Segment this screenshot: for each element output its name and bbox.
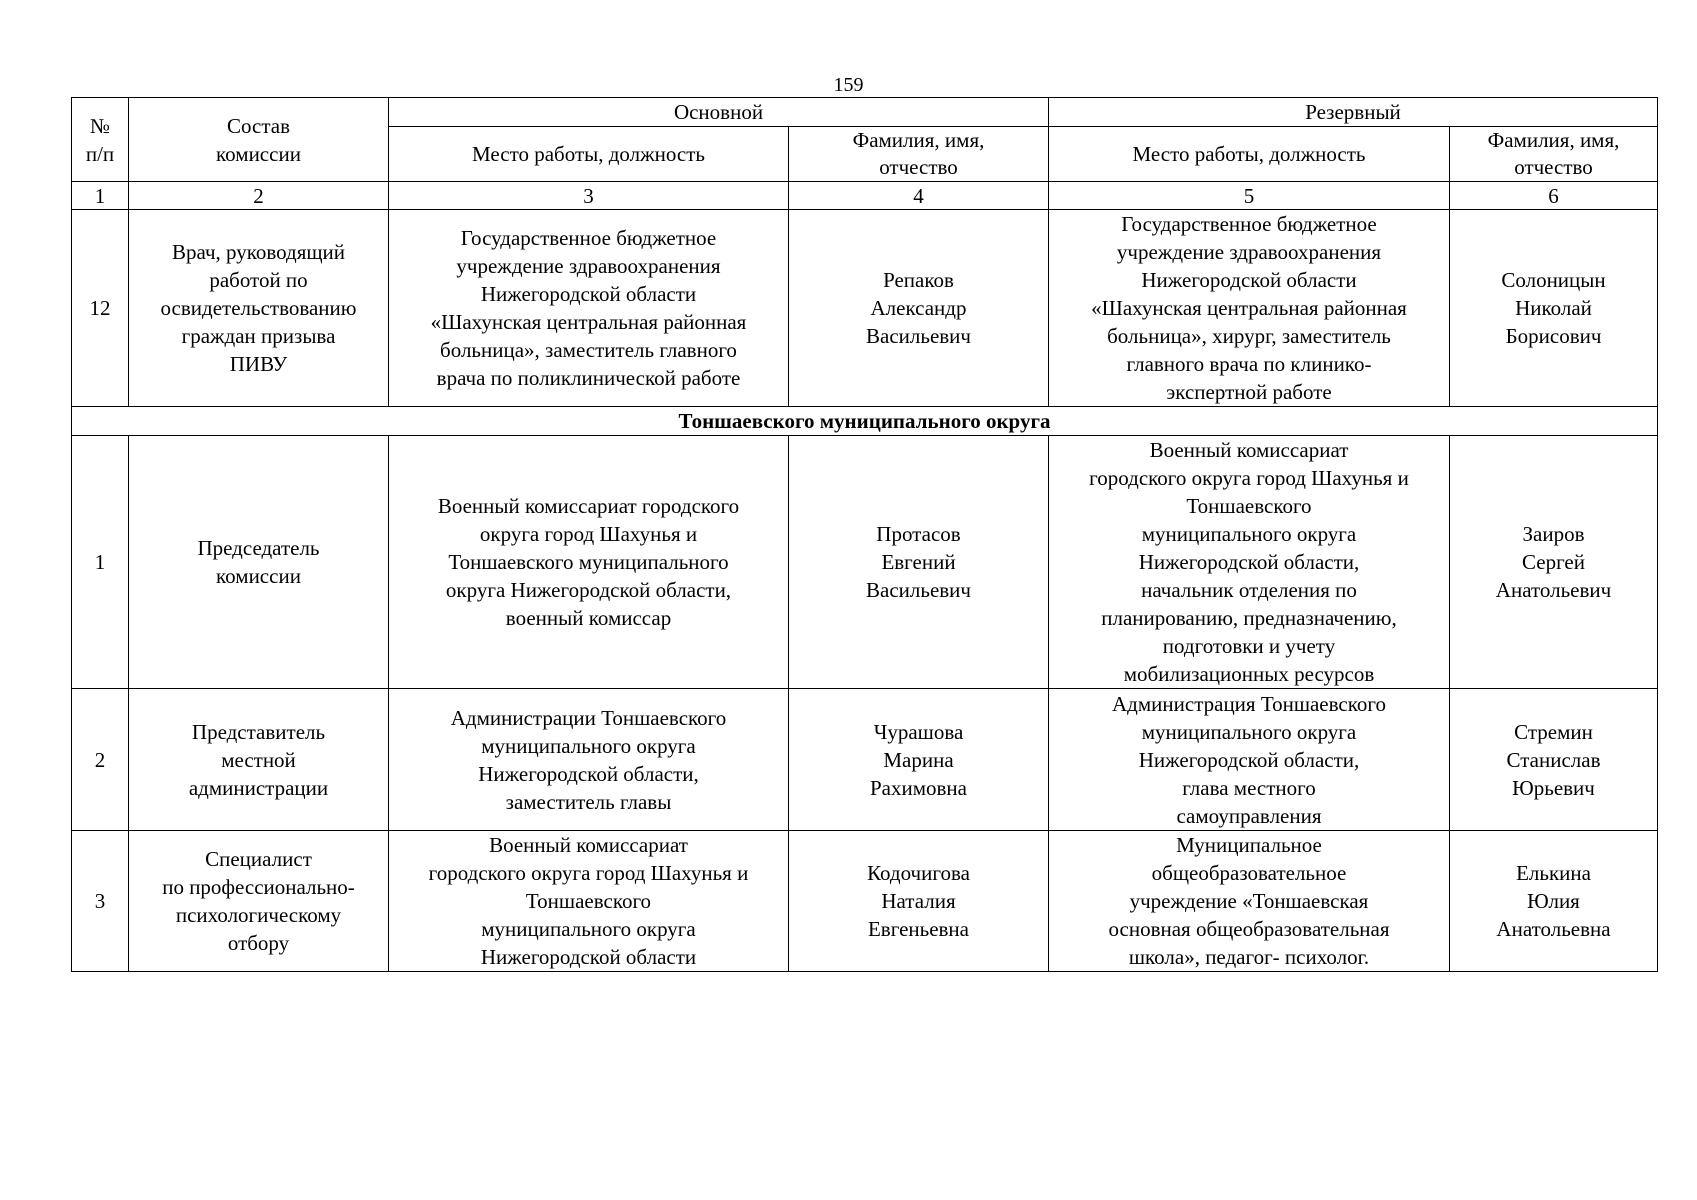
row-role: Председатель комиссии xyxy=(129,436,389,689)
section-title: Тоншаевского муниципального округа xyxy=(72,407,1658,436)
row-reserve-name: Елькина Юлия Анатольевна xyxy=(1450,831,1658,972)
header-row-top xyxy=(72,98,1658,127)
column-number-row xyxy=(72,182,1658,210)
header-num: № п/п xyxy=(72,98,129,182)
row-main-workplace: Администрации Тоншаевского муниципального округа Нижегородской области, заместитель главы xyxy=(389,689,789,831)
row-reserve-workplace: Военный комиссариат городского округа город Шахунья и Тоншаевского муниципального округа Нижегородской области, начальник отделения по планированию, предназначению, подготовки и учету мобилизационных ресурсов xyxy=(1049,436,1450,689)
row-main-name: Протасов Евгений Васильевич xyxy=(789,436,1049,689)
table-row xyxy=(72,831,1658,972)
row-num: 1 xyxy=(72,436,129,689)
row-reserve-name: Заиров Сергей Анатольевич xyxy=(1450,436,1658,689)
row-num: 3 xyxy=(72,831,129,972)
column-number: 5 xyxy=(1049,182,1450,210)
row-main-name: Репаков Александр Васильевич xyxy=(789,210,1049,407)
row-role: Врач, руководящий работой по освидетельствованию граждан призыва ПИВУ xyxy=(129,210,389,407)
header-composition: Состав комиссии xyxy=(129,98,389,182)
row-num: 2 xyxy=(72,689,129,831)
column-number: 1 xyxy=(72,182,129,210)
column-number: 6 xyxy=(1450,182,1658,210)
header-main-workplace: Место работы, должность xyxy=(389,127,789,182)
section-row xyxy=(72,407,1658,436)
commission-table xyxy=(71,97,1658,972)
row-main-workplace: Военный комиссариат городского округа город Шахунья и Тоншаевского муниципального округа Нижегородской области xyxy=(389,831,789,972)
row-reserve-name: Стремин Станислав Юрьевич xyxy=(1450,689,1658,831)
row-num: 12 xyxy=(72,210,129,407)
row-main-workplace: Государственное бюджетное учреждение здравоохранения Нижегородской области «Шахунская центральная районная больница», заместитель главного врача по поликлинической работе xyxy=(389,210,789,407)
header-reserve-fio: Фамилия, имя, отчество xyxy=(1450,127,1658,182)
row-main-name: Чурашова Марина Рахимовна xyxy=(789,689,1049,831)
table-row xyxy=(72,689,1658,831)
row-role: Специалист по профессионально- психологическому отбору xyxy=(129,831,389,972)
row-reserve-workplace: Администрация Тоншаевского муниципального округа Нижегородской области, глава местного самоуправления xyxy=(1049,689,1450,831)
page-number: 159 xyxy=(833,74,864,96)
row-reserve-workplace: Муниципальное общеобразовательное учреждение «Тоншаевская основная общеобразовательная школа», педагог- психолог. xyxy=(1049,831,1450,972)
table-row xyxy=(72,436,1658,689)
column-number: 2 xyxy=(129,182,389,210)
row-main-workplace: Военный комиссариат городского округа город Шахунья и Тоншаевского муниципального округа Нижегородской области, военный комиссар xyxy=(389,436,789,689)
header-main-fio: Фамилия, имя, отчество xyxy=(789,127,1049,182)
row-reserve-name: Солоницын Николай Борисович xyxy=(1450,210,1658,407)
row-main-name: Кодочигова Наталия Евгеньевна xyxy=(789,831,1049,972)
row-reserve-workplace: Государственное бюджетное учреждение здравоохранения Нижегородской области «Шахунская центральная районная больница», хирург, заместитель главного врача по клинико- экспертной работе xyxy=(1049,210,1450,407)
header-main: Основной xyxy=(389,98,1049,127)
row-role: Представитель местной администрации xyxy=(129,689,389,831)
column-number: 4 xyxy=(789,182,1049,210)
table-row xyxy=(72,210,1658,407)
column-number: 3 xyxy=(389,182,789,210)
header-reserve-workplace: Место работы, должность xyxy=(1049,127,1450,182)
header-reserve: Резервный xyxy=(1049,98,1658,127)
